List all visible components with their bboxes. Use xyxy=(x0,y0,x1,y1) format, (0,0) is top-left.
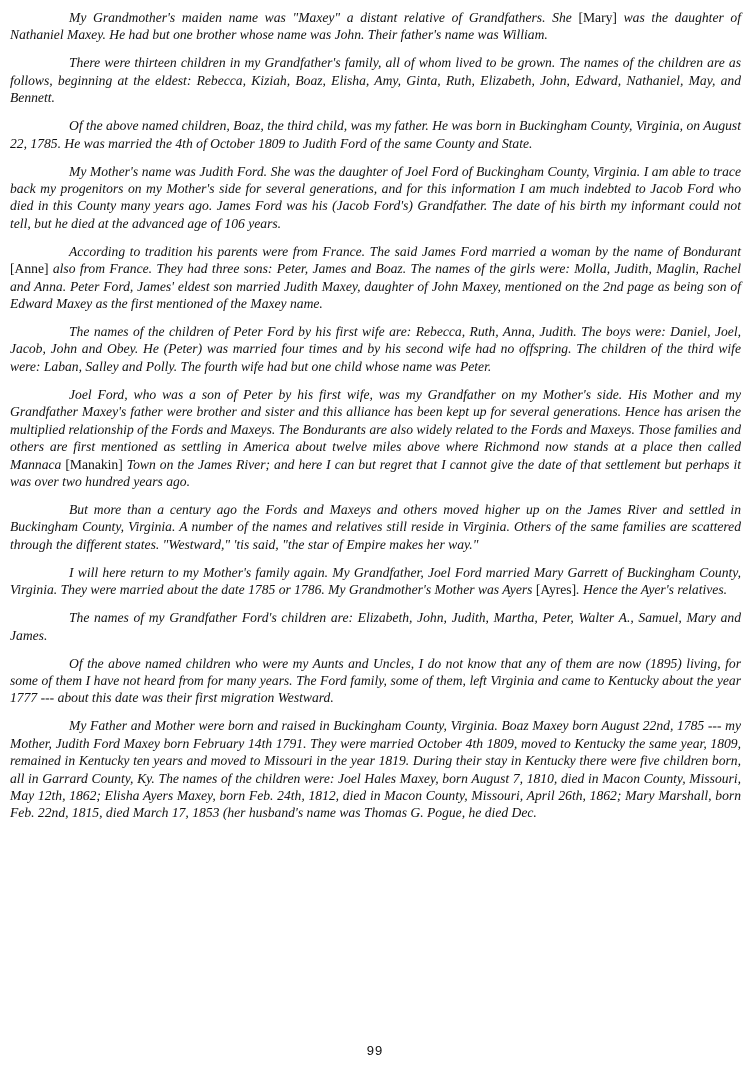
paragraph: Of the above named children who were my Aunts and Uncles, I do not know that any of them are now (1895) living, for some of them I have not heard from for many years. The Ford family, some of them, left Virginia and came to Kentucky about the year 1777 --- about this date was their first migration Westward. xyxy=(10,655,741,706)
paragraph: My Father and Mother were born and raised in Buckingham County, Virginia. Boaz Maxey born August 22nd, 1785 --- my Mother, Judith Ford Maxey born February 14th 1791. They were married October 4th 1809, moved to Kentucky the same year, 1809, remained in Kentucky ten years and moved to Missouri in the year 1819. During their stay in Kentucky there were five children born, all in Garrard County, Ky. The names of the children were: Joel Hales Maxey, born August 7, 1810, died in Macon County, Missouri, May 12th, 1862; Elisha Ayers Maxey, born Feb. 24th, 1812, died in Macon County, Missouri, April 26th, 1862; Mary Marshall, born Feb. 22nd, 1815, died March 17, 1853 (her husband's name was Thomas G. Pogue, he died Dec. xyxy=(10,718,741,821)
editorial-insertion: [Ayres] xyxy=(535,582,577,598)
paragraph: My Grandmother's maiden name was "Maxey" a distant relative of Grandfathers. She [Mary] was the daughter of Nathaniel Maxey. He had but one brother whose name was John. Their father's name was William. xyxy=(10,10,742,43)
document-body xyxy=(10,9,741,832)
editorial-insertion: [Manakin] xyxy=(65,456,123,472)
paragraph: The names of my Grandfather Ford's children are: Elizabeth, John, Judith, Martha, Peter, Walter A., Samuel, Mary and James. xyxy=(10,610,741,643)
paragraph: Joel Ford, who was a son of Peter by his first wife, was my Grandfather on my Mother's side. His Mother and my Grandfather Maxey's father were brother and sister and this alliance has been kept up for several generations. Hence has arisen the multiplied relationship of the Fords and Maxeys. The Bondurants are also widely related to the Fords and Maxeys. Those families and others are first mentioned as settling in America about twelve miles above where Richmond now stands at a place then called Mannaca [Manakin] Town on the James River; and here I can but regret that I cannot give the date of that settlement but perhaps it was over two hundred years ago. xyxy=(10,386,741,489)
paragraph: Of the above named children, Boaz, the third child, was my father. He was born in Buckingham County, Virginia, on August 22, 1785. He was married the 4th of October 1809 to Judith Ford of the same County and State. xyxy=(10,118,741,151)
paragraph: My Mother's name was Judith Ford. She was the daughter of Joel Ford of Buckingham County, Virginia. I am able to trace back my progenitors on my Mother's side for several generations, and for this information I am much indebted to Jacob Ford who died in this County many years ago. James Ford was his (Jacob Ford's) Grandfather. The date of his birth my informant could not tell, but he died at the advanced age of 106 years. xyxy=(10,163,741,231)
editorial-insertion: [Mary] xyxy=(578,10,617,25)
paragraph: According to tradition his parents were from France. The said James Ford married a woman by the name of Bondurant [Anne] also from France. They had three sons: Peter, James and Boaz. The names of the girls were: Molla, Judith, Maglin, Rachel and Anna. Peter Ford, James' eldest son married Judith Maxey, daughter of John Maxey, mentioned on the 2nd page as being son of Edward Maxey as the first mentioned of the Maxey name. xyxy=(10,243,741,312)
editorial-insertion: [Anne] xyxy=(10,261,49,277)
page-number: 99 xyxy=(366,1043,384,1058)
paragraph: There were thirteen children in my Grandfather's family, all of whom lived to be grown. The names of the children are as follows, beginning at the eldest: Rebecca, Kiziah, Boaz, Elisha, Amy, Ginta, Ruth, Elizabeth, John, Edward, Nathaniel, May, and Bennett. xyxy=(10,55,741,106)
paragraph: I will here return to my Mother's family again. My Grandfather, Joel Ford married Mary Garrett of Buckingham County, Virginia. They were married about the date 1785 or 1786. My Grandmother's Mother was Ayers [Ayres]. Hence the Ayer's relatives. xyxy=(10,564,741,598)
paragraph: But more than a century ago the Fords and Maxeys and others moved higher up on the James River and settled in Buckingham County, Virginia. A number of the names and relatives still reside in Virginia. Others of the same families are scattered through the different states. "Westward," 'tis said, "the star of Empire makes her way." xyxy=(10,501,741,552)
paragraph: The names of the children of Peter Ford by his first wife are: Rebecca, Ruth, Anna, Judith. The boys were: Daniel, Joel, Jacob, John and Obey. He (Peter) was married four times and by his second wife had no offspring. The children of the third wife were: Laban, Salley and Polly. The fourth wife had but one child whose name was Peter. xyxy=(10,324,741,374)
